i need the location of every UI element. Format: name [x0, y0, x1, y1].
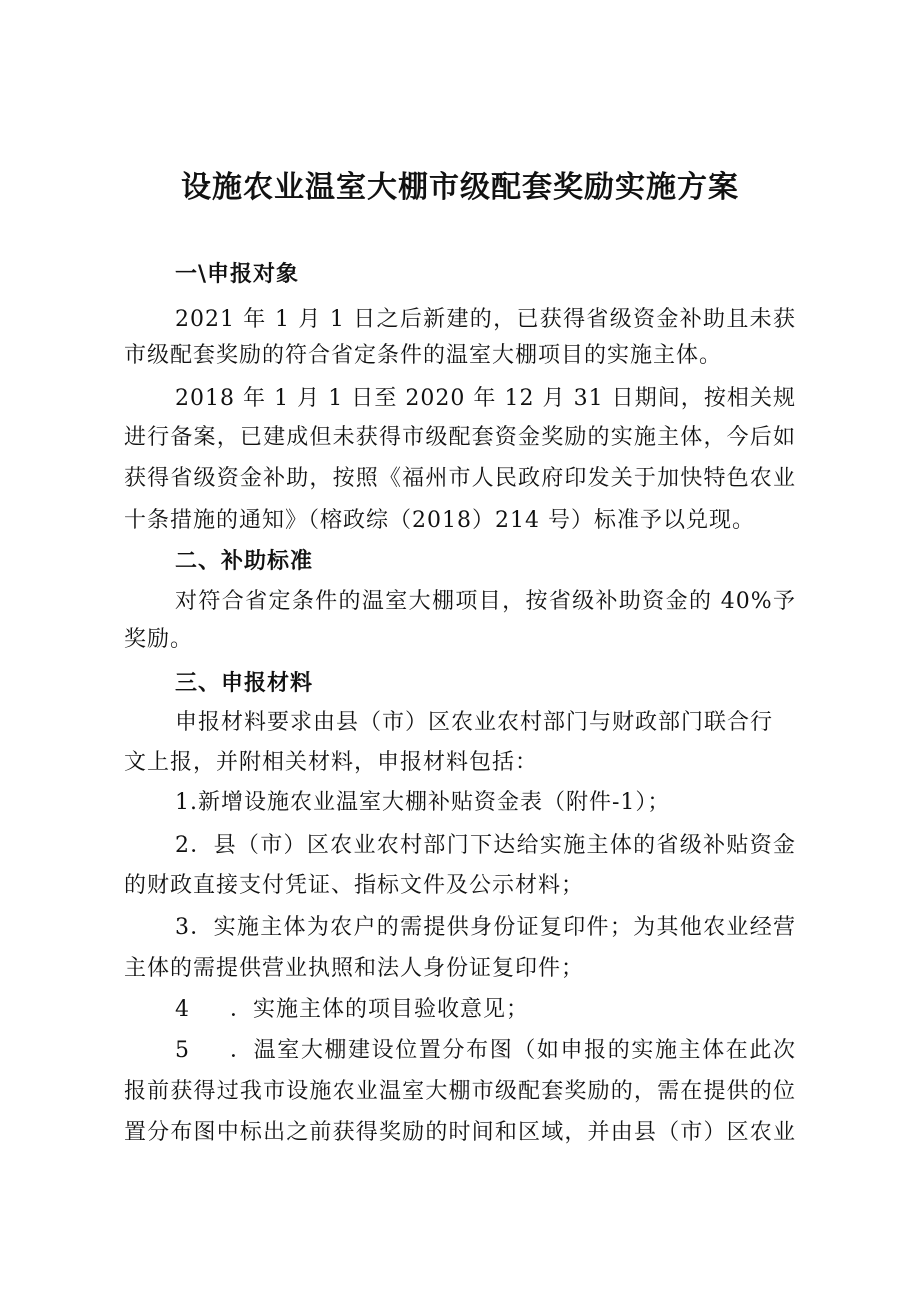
list-item-5: ．温室大棚建设位置分布图（如申报的实施主体在此次 [230, 1038, 796, 1063]
section-heading-1: 一\申报对象 [175, 262, 300, 287]
page-title: 设施农业温室大棚市级配套奖励实施方案 [181, 170, 739, 205]
list-item-2-cont: 的财政直接支付凭证、指标文件及公示材料； [124, 873, 585, 898]
paragraph-line: 文上报，并附相关材料，申报材料包括： [124, 750, 539, 775]
paragraph-line: 十条措施的通知》（榕政综（2018）214 号）标准予以兑现。 [124, 508, 755, 533]
list-item-4-number: 4 [175, 997, 190, 1022]
list-item-3-cont: 主体的需提供营业执照和法人身份证复印件； [124, 956, 585, 981]
paragraph-line: 市级配套奖励的符合省定条件的温室大棚项目的实施主体。 [124, 343, 723, 368]
list-item-5-cont: 报前获得过我市设施农业温室大棚市级配套奖励的，需在提供的位 [124, 1079, 796, 1104]
list-item-5-number: 5 [175, 1038, 190, 1063]
paragraph-line: 奖励。 [124, 627, 194, 652]
paragraph-line: 申报材料要求由县（市）区农业农村部门与财政部门联合行 [175, 710, 774, 735]
paragraph-line: 进行备案，已建成但未获得市级配套资金奖励的实施主体，今后如 [124, 425, 796, 450]
list-item-3: 3．实施主体为农户的需提供身份证复印件；为其他农业经营 [175, 915, 796, 940]
paragraph-line: 2021 年 1 月 1 日之后新建的，已获得省级资金补助且未获 [175, 307, 796, 332]
section-heading-3: 三、申报材料 [175, 671, 314, 696]
paragraph-line: 2018 年 1 月 1 日至 2020 年 12 月 31 日期间，按相关规 [175, 386, 796, 411]
list-item-4: ．实施主体的项目验收意见； [230, 997, 530, 1022]
paragraph-line: 获得省级资金补助，按照《福州市人民政府印发关于加快特色农业 [124, 466, 796, 491]
list-item-5-cont: 置分布图中标出之前获得奖励的时间和区域，并由县（市）区农业 [124, 1120, 796, 1145]
paragraph-line: 对符合省定条件的温室大棚项目，按省级补助资金的 40%予 [175, 589, 796, 614]
list-item-1: 1.新增设施农业温室大棚补贴资金表（附件-1）； [175, 790, 671, 815]
list-item-2: 2．县（市）区农业农村部门下达给实施主体的省级补贴资金 [175, 833, 796, 858]
section-heading-2: 二、补助标准 [175, 549, 314, 574]
